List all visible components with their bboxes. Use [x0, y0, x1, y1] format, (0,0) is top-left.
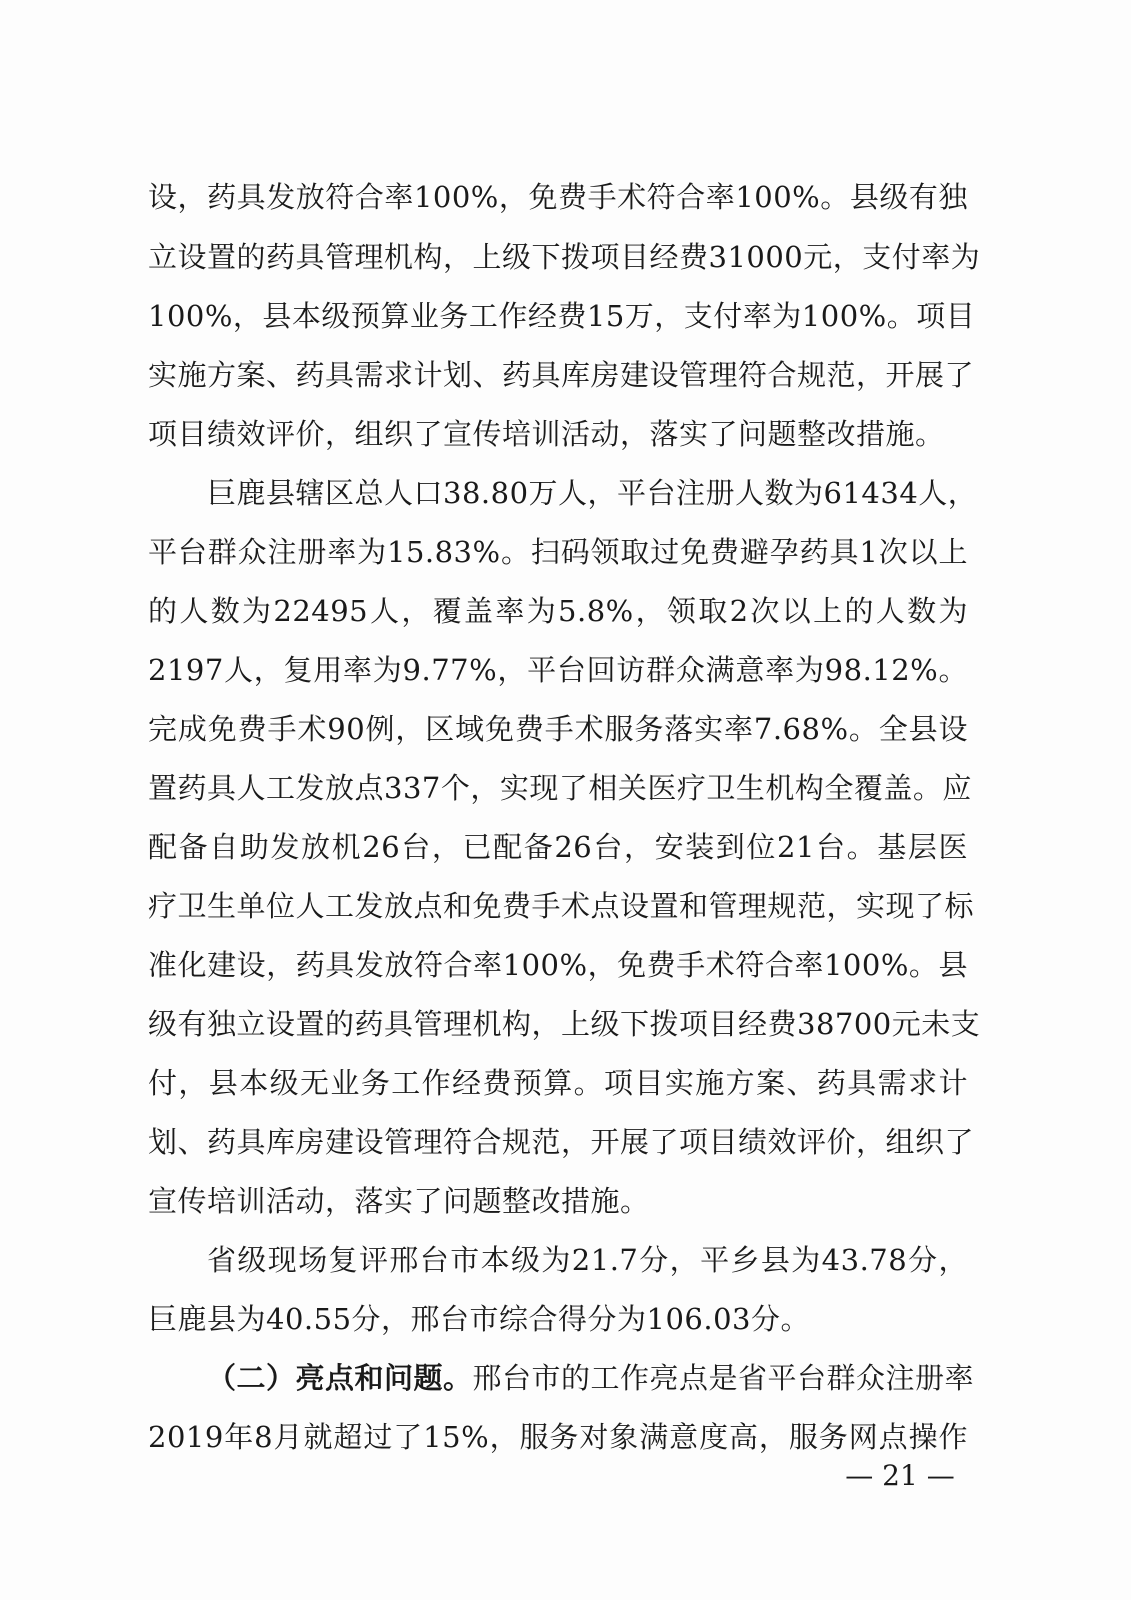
- text-line: 项目绩效评价，组织了宣传培训活动，落实了问题整改措施。: [148, 417, 945, 451]
- text-line: 平台群众注册率为15.83%。扫码领取过免费避孕药具1次以上: [148, 535, 968, 569]
- text-line: 实施方案、药具需求计划、药具库房建设管理符合规范，开展了: [148, 358, 975, 392]
- text-line: 付，县本级无业务工作经费预算。项目实施方案、药具需求计: [148, 1066, 968, 1100]
- text-line: 准化建设，药具发放符合率100%，免费手术符合率100%。县: [148, 948, 968, 982]
- text-line: 级有独立设置的药具管理机构，上级下拨项目经费38700元未支: [148, 1007, 981, 1041]
- text-line: 巨鹿县为40.55分，邢台市综合得分为106.03分。: [148, 1302, 810, 1336]
- text-line: 置药具人工发放点337个，实现了相关医疗卫生机构全覆盖。应: [148, 771, 972, 805]
- text-line: 宣传培训活动，落实了问题整改措施。: [148, 1184, 650, 1218]
- text-line: 巨鹿县辖区总人口38.80万人，平台注册人数为61434人，: [207, 476, 978, 510]
- text-line: 疗卫生单位人工发放点和免费手术点设置和管理规范，实现了标: [148, 889, 975, 923]
- section-heading-line: [207, 1358, 975, 1398]
- section-heading: （二）亮点和问题。: [207, 1361, 473, 1395]
- text-line: 立设置的药具管理机构，上级下拨项目经费31000元，支付率为: [148, 240, 981, 274]
- text-line: 邢台市的工作亮点是省平台群众注册率: [472, 1361, 975, 1395]
- text-line: 完成免费手术90例，区域免费手术服务落实率7.68%。全县设: [148, 712, 968, 746]
- text-line: 2197人，复用率为9.77%，平台回访群众满意率为98.12%。: [148, 653, 968, 687]
- text-line: 配备自助发放机26台，已配备26台，安装到位21台。基层医: [148, 830, 968, 864]
- text-line: 的人数为22495人，覆盖率为5.8%，领取2次以上的人数为: [148, 594, 968, 628]
- text-line: 省级现场复评邢台市本级为21.7分，平乡县为43.78分，: [207, 1243, 968, 1277]
- text-line: 2019年8月就超过了15%，服务对象满意度高，服务网点操作: [148, 1420, 968, 1454]
- text-line: 划、药具库房建设管理符合规范，开展了项目绩效评价，组织了: [148, 1125, 975, 1159]
- text-line: 设，药具发放符合率100%，免费手术符合率100%。县级有独: [148, 180, 968, 214]
- page-number: — 21 —: [845, 1459, 955, 1492]
- text-line: 100%，县本级预算业务工作经费15万，支付率为100%。项目: [148, 299, 976, 333]
